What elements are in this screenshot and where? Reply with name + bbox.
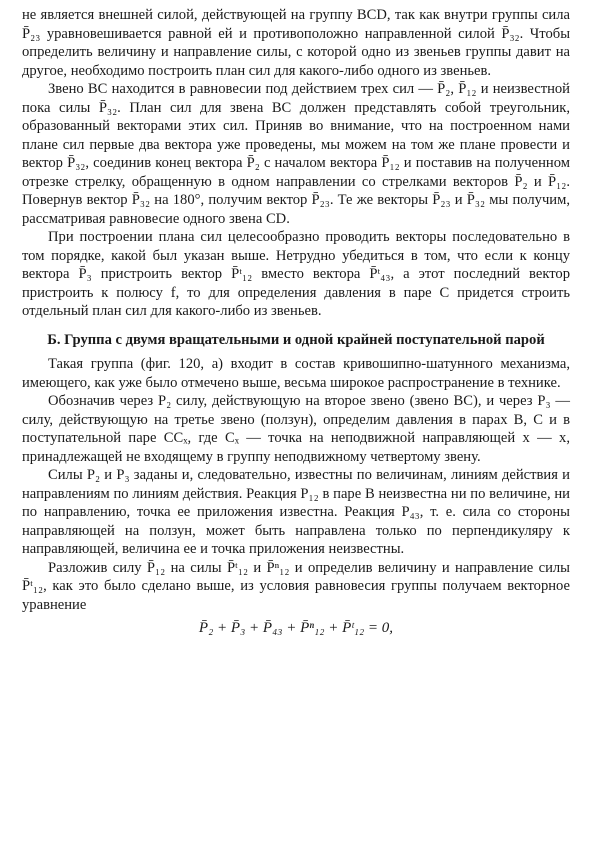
paragraph-1: не является внешней силой, действующей на группу BCD, так как внутри группы сила P̄₂₃ уравновешивается равной ей и противоположно направленной силой P̄₃₂. Чтобы определить величину и направление силы, с которой одно из звеньев группы давит на другое, необходимо построить план сил для какого-либо одного из звеньев.: [22, 7, 570, 79]
section-heading: Б. Группа с двумя вращательными и одной крайней поступательной парой: [47, 331, 545, 348]
paragraph-6: Силы P₂ и P₃ заданы и, следовательно, известны по величинам, линиям действия и направлениям по линиям действия. Реакция P₁₂ в паре B неизвестна ни по величине, ни по направлению, точка ее приложения известна. Реакция P₄₃, т. е. сила со стороны направляющей на ползун, может быть направлена только по перпендикуляру к направляющей, величина ее и точка приложения неизвестны.: [22, 467, 570, 557]
paragraph-7: Разложив силу P̄₁₂ на силы P̄ᵗ₁₂ и P̄ⁿ₁₂ и определив величину и направление силы P̄ᵗ₁₂, как это было сделано выше, из условия равновесия группы получаем векторное уравнение: [22, 559, 570, 613]
paragraph-2: Звено BC находится в равновесии под действием трех сил — P̄₂, P̄₁₂ и неизвестной пока силы P̄₃₂. План сил для звена BC должен представлять собой треугольник, образованный векторами этих сил. Приняв во внимание, что на построенном нами плане сил первые два вектора уже проведены, мы можем на том же плане провести и вектор P̄₃₂, соединив конец вектора P̄₂ с началом вектора P̄₁₂ и поставив на полученном отрезке стрелку, обращенную в одном направлении со стрелками векторов P̄₂ и P̄₁₂. Повернув вектор P̄₃₂ на 180°, получим вектор P̄₂₃. Те же векторы P̄₂₃ и P̄₃₂ мы получим, рассматривая равновесие одного звена CD.: [22, 81, 570, 227]
vector-equation: P̄₂ + P̄₃ + P̄₄₃ + P̄ⁿ₁₂ + P̄ᵗ₁₂ = 0,: [198, 620, 394, 636]
paragraph-5: Обозначив через P₂ силу, действующую на второе звено (звено BC), и через P₃ — силу, действующую на третье звено (ползун), определим давления в парах B, C и в поступательной паре CCₓ, где Cₓ — точка на неподвижной направляющей x — x, принадлежащей не входящему в группу неподвижному четвертому звену.: [22, 393, 570, 465]
paragraph-4: Такая группа (фиг. 120, а) входит в состав кривошипно-шатунного механизма, имеющего, как уже было отмечено выше, весьма широкое распространение в технике.: [22, 356, 570, 391]
paragraph-3: При построении плана сил целесообразно проводить векторы последовательно в том порядке, какой был указан выше. Нетрудно убедиться в том, что если к концу вектора P̄₃ пристроить вектор P̄ᵗ₁₂ вместо вектора P̄ᵗ₄₃, а этот последний вектор пристроить к полюсу f, то для определения давления в паре C придется строить отдельный план сил для какого-либо из звеньев.: [22, 229, 570, 319]
